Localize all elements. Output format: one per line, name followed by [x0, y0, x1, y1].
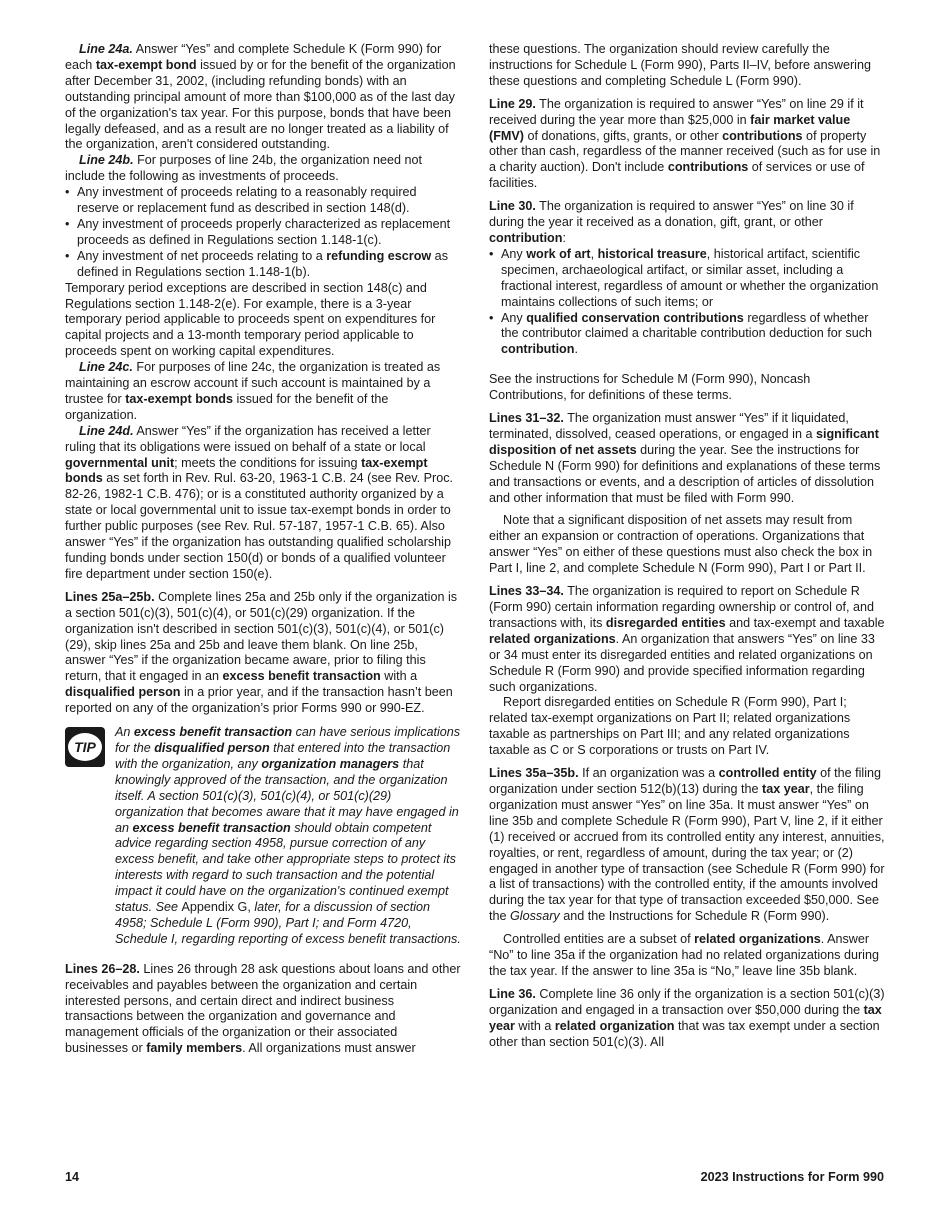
line-29-heading: Line 29.	[489, 96, 536, 111]
document-title: 2023 Instructions for Form 990	[700, 1170, 884, 1184]
glossary-link[interactable]: Glossary	[510, 909, 560, 924]
bullet-icon: •	[65, 185, 70, 200]
lines-33-34-heading: Lines 33–34.	[489, 584, 564, 599]
list-item: • Any investment of proceeds properly characterized as replacement proceeds as defined in Regulations section 1.148-1(c).	[65, 216, 451, 247]
tip-label: TIP	[74, 739, 96, 756]
appendix-g-link[interactable]: Appendix G,	[181, 900, 251, 915]
bullet-icon: •	[65, 248, 70, 263]
lines-35-paragraph: Lines 35a–35b. If an organization was a controlled entity of the filing organization under section 512(b)(13) during the tax year, the filing organization must answer “Yes” on line 35a. It must answer “Yes” on line 35b and complete Schedule R (Form 990), Part V, line 2, if it either (1) received or accrued from its controlled entity any interest, annuities, royalties, or rent, regardless of amount, during the tax year; or (2) engaged in another type of transaction (see Schedule R (Form 990) for a list of transactions) with the controlled entity, if the amounts involved during the tax year for that type of transaction exceeded $50,000. See the Glossary and the Instructions for Schedule R (Form 990).	[489, 766, 885, 924]
line-24d-heading: Line 24d.	[79, 423, 134, 438]
list-item: • Any work of art, historical treasure, historical artifact, scientific specimen, archaeological artifact, or similar asset, including a fractional interest, regardless of amount or whether the organization maintains collections of such items; or	[489, 246, 879, 309]
page-number: 14	[65, 1170, 80, 1184]
lines-26-28-heading: Lines 26–28.	[65, 961, 140, 976]
schedule-m-note: See the instructions for Schedule M (Form 990), Noncash Contributions, for definitions of these terms.	[489, 372, 811, 403]
lines-26-28-paragraph: Lines 26–28. Lines 26 through 28 ask questions about loans and other receivables and payables between the organization and certain interested persons, and certain direct and indirect business transactions between the organization and governance and management officials of the organization or their associated businesses or family members. All organizations must answer	[65, 961, 461, 1056]
lines-33-34-report: Report disregarded entities on Schedule R (Form 990), Part I; related tax-exempt organizations on Part II; related organizations taxable as partnerships on Part III; and any related organizations taxable as C or S corporations or trusts on Part IV.	[489, 695, 851, 758]
lines-31-32-heading: Lines 31–32.	[489, 411, 564, 426]
line-36-paragraph: Line 36. Complete line 36 only if the organization is a section 501(c)(3) organization and engaged in a transaction over $50,000 during the tax year with a related organization that was tax exempt under a section other than section 501(c)(3). All	[489, 986, 885, 1049]
lines-31-32-note: Note that a significant disposition of net assets may result from either an expansion or contraction of operations. Organizations that answer “Yes” on either of these questions must also check the box in Part I, line 2, and complete Schedule N (Form 990), Part I or Part II.	[489, 513, 873, 576]
line-24a-paragraph: Line 24a. Answer “Yes” and complete Schedule K (Form 990) for each tax-exempt bond issued by or for the benefit of the organization after December 31, 2002, (including refunding bonds) with an outstanding principal amount of more than $100,000 as of the last day of the organization's tax year. For this purpose, bonds that have been legally defeased, and as a result are no longer treated as a liability of the organization, aren't considered outstanding.	[65, 42, 456, 152]
line-30-heading: Line 30.	[489, 199, 536, 214]
lines-33-34-paragraph: Lines 33–34. The organization is required to report on Schedule R (Form 990) certain information regarding ownership or control of, and transactions with, its disregarded entities and tax-exempt and taxable related organizations. An organization that answers “Yes” on line 33 or 34 must enter its disregarded entities and related organizations on Schedule R (Form 990) and provide specified information regarding such organizations.	[489, 584, 885, 694]
left-column	[65, 42, 461, 1057]
lines-25-paragraph: Lines 25a–25b. Complete lines 25a and 25b only if the organization is a section 501(c)(3), 501(c)(4), or 501(c)(29) organization. If the organization isn't described in section 501(c)(3), 501(c)(4), or 501(c)(29), skip lines 25a and 25b and leave them blank. On line 25b, answer “Yes” if the organization became aware, prior to filing this return, that it engaged in an excess benefit transaction with a disqualified person in a prior year, and if the transaction hasn’t been reported on any of the organization’s prior Forms 990 or 990-EZ.	[65, 589, 458, 716]
bullet-icon: •	[489, 246, 494, 261]
line-24b-heading: Line 24b.	[79, 153, 134, 168]
line-24c-paragraph: Line 24c. For purposes of line 24c, the organization is treated as maintaining an escrow account if such account is maintained by a trustee for tax-exempt bonds issued for the benefit of the organization.	[65, 360, 441, 422]
right-column	[489, 42, 885, 1050]
line-30-paragraph: Line 30. The organization is required to answer “Yes” on line 30 if during the year it received as a donation, gift, grant, or other contribution:	[489, 199, 854, 245]
line-29-paragraph: Line 29. The organization is required to answer “Yes” on line 29 if it received during the year more than $25,000 in fair market value (FMV) of donations, gifts, grants, or other contributions of property other than cash, regardless of the manner received (such as for use in a charity auction). Don't include contributions of services or use of facilities.	[489, 96, 881, 191]
list-item: • Any qualified conservation contributions regardless of whether the contributor claimed a charitable contribution deduction for such contribution.	[489, 310, 873, 357]
bullet-icon: •	[489, 310, 494, 325]
line-36-heading: Line 36.	[489, 986, 536, 1001]
line-24b-paragraph: Line 24b. For purposes of line 24b, the organization need not include the following as investments of proceeds.	[65, 153, 423, 184]
list-item: • Any investment of net proceeds relating to a refunding escrow as defined in Regulations section 1.148-1(b).	[65, 248, 448, 279]
line-24c-heading: Line 24c.	[79, 360, 133, 375]
line-24d-paragraph: Line 24d. Answer “Yes” if the organization has received a letter ruling that its obligations were issued on behalf of a state or local governmental unit; meets the conditions for issuing tax-exempt bonds as set forth in Rev. Rul. 63-20, 1963-1 C.B. 24 (see Rev. Proc. 82-26, 1982-1 C.B. 476); or is a constituted authority organized by a state or local governmental unit to issue tax-exempt bonds in order to further public purposes (see Rev. Rul. 57-187, 1957-1 C.B. 65). Also answer “Yes” if the organization has outstanding qualified scholarship funding bonds under section 150(d) or bonds of a qualified volunteer fire department under section 150(e).	[65, 423, 454, 581]
lines-35-heading: Lines 35a–35b.	[489, 766, 579, 781]
temporary-period-paragraph: Temporary period exceptions are described in section 148(c) and Regulations section 1.148-2(e). For example, there is a 3-year temporary period applicable to proceeds spent on expenditures for capital projects and a 13-month temporary period applicable to proceeds spent on working capital expenditures.	[65, 280, 436, 359]
list-item: • Any investment of proceeds relating to a reasonably required reserve or replacement fund as described in section 148(d).	[65, 185, 417, 216]
tip-icon	[65, 727, 105, 767]
lines-31-32-paragraph: Lines 31–32. The organization must answer “Yes” if it liquidated, terminated, dissolved, ceased operations, or engaged in a significant disposition of net assets during the year. See the instructions for Schedule N (Form 990) for definitions and explanations of these terms and transactions or events, and a description of articles of dissolution and other information that must be filed with Form 990.	[489, 411, 881, 505]
continued-paragraph: these questions. The organization should review carefully the instructions for Schedule L (Form 990), Parts II–IV, before answering these questions and completing Schedule L (Form 990).	[489, 42, 871, 88]
tip-box	[65, 725, 461, 948]
lines-35-controlled-entities: Controlled entities are a subset of related organizations. Answer “No” to line 35a if the organization had no related organizations during the tax year. If the answer to line 35a is “No,” leave line 35b blank.	[489, 932, 879, 978]
lines-25-heading: Lines 25a–25b.	[65, 589, 155, 604]
bullet-icon: •	[65, 216, 70, 231]
line-24a-heading: Line 24a.	[79, 42, 133, 56]
tip-text: An excess benefit transaction can have serious implications for the disqualified person that entered into the transaction with the organization, any organization managers that knowingly approved of the transaction, and the organization itself. A section 501(c)(3), 501(c)(4), or 501(c)(29) organization that becomes aware that it may have engaged in an excess benefit transaction should obtain competent advice regarding section 4958, pursue correction of any excess benefit, and take other appropriate steps to protect its interests with regard to such transaction and the potential impact it could have on the organization's continued exempt status. See Appendix G, later, for a discussion of section 4958; Schedule L (Form 990), Part I; and Form 4720, Schedule I, regarding reporting of excess benefit transactions.	[115, 725, 461, 946]
